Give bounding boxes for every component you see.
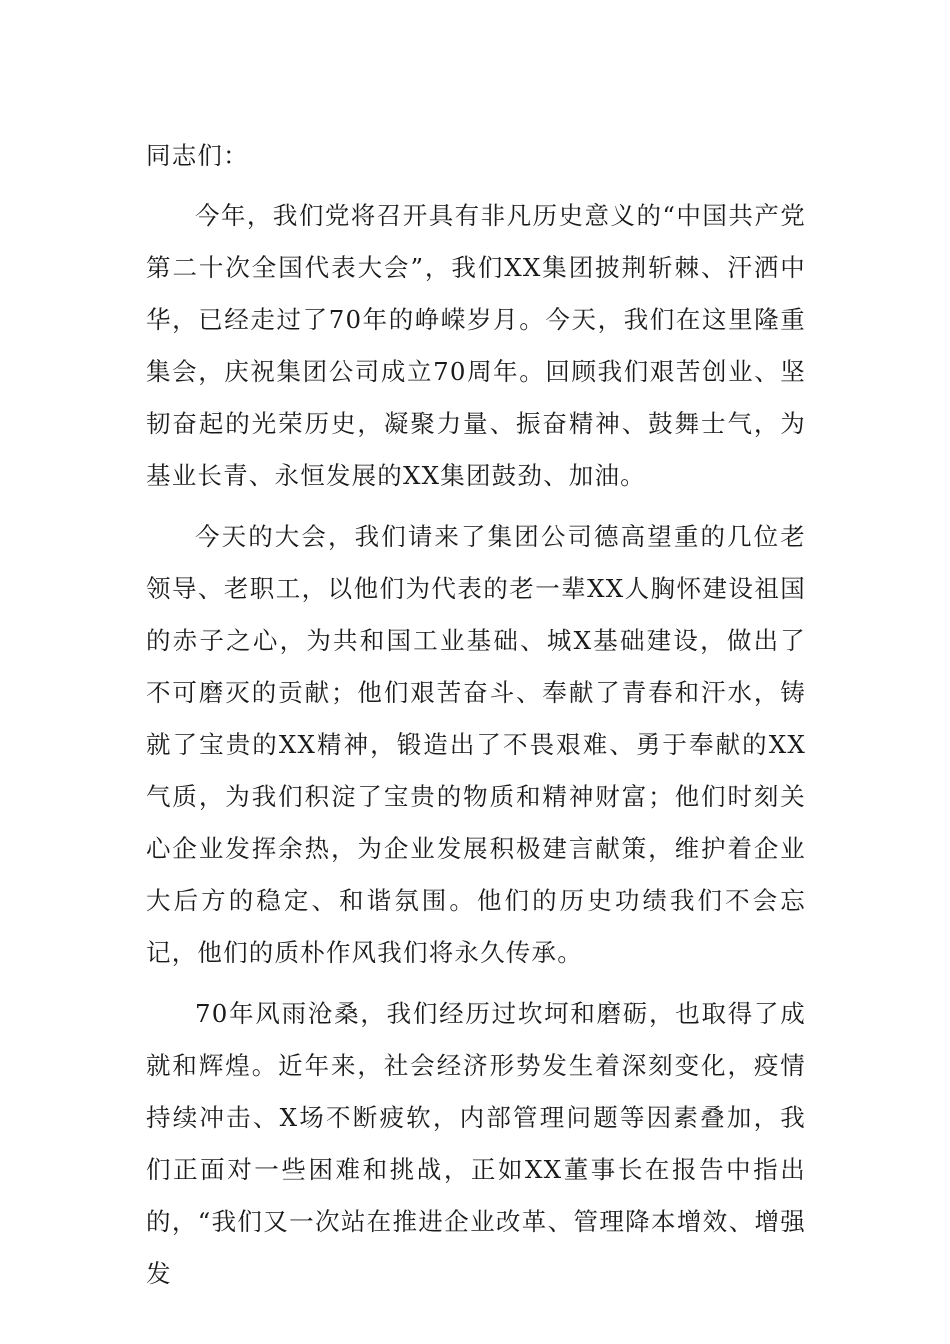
speech-body <box>146 130 806 1309</box>
paragraph-challenges: 70年风雨沧桑，我们经历过坎坷和磨砺，也取得了成就和辉煌。近年来，社会经济形势发生着深刻变化，疫情持续冲击、X场不断疲软，内部管理问题等因素叠加，我们正面对一些困难和挑战，正如XX董事长在报告中指出的，“我们又一次站在推进企业改革、管理降本增效、增强发 <box>146 999 806 1288</box>
paragraph-anniversary: 今年，我们党将召开具有非凡历史意义的“中国共产党第二十次全国代表大会”，我们XX集团披荆斩棘、汗洒中华，已经走过了70年的峥嵘岁月。今天，我们在这里隆重集会，庆祝集团公司成立70周年。回顾我们艰苦创业、坚韧奋起的光荣历史，凝聚力量、振奋精神、鼓舞士气，为基业长青、永恒发展的XX集团鼓劲、加油。 <box>146 201 806 490</box>
paragraph-veterans: 今天的大会，我们请来了集团公司德高望重的几位老领导、老职工，以他们为代表的老一辈XX人胸怀建设祖国的赤子之心，为共和国工业基础、城X基础建设，做出了不可磨灭的贡献；他们艰苦奋斗、奉献了青春和汗水，铸就了宝贵的XX精神，锻造出了不畏艰难、勇于奉献的XX气质，为我们积淀了宝贵的物质和精神财富；他们时刻关心企业发挥余热，为企业发展积极建言献策，维护着企业大后方的稳定、和谐氛围。他们的历史功绩我们不会忘记，他们的质朴作风我们将永久传承。 <box>146 522 806 967</box>
salutation: 同志们： <box>146 141 249 170</box>
